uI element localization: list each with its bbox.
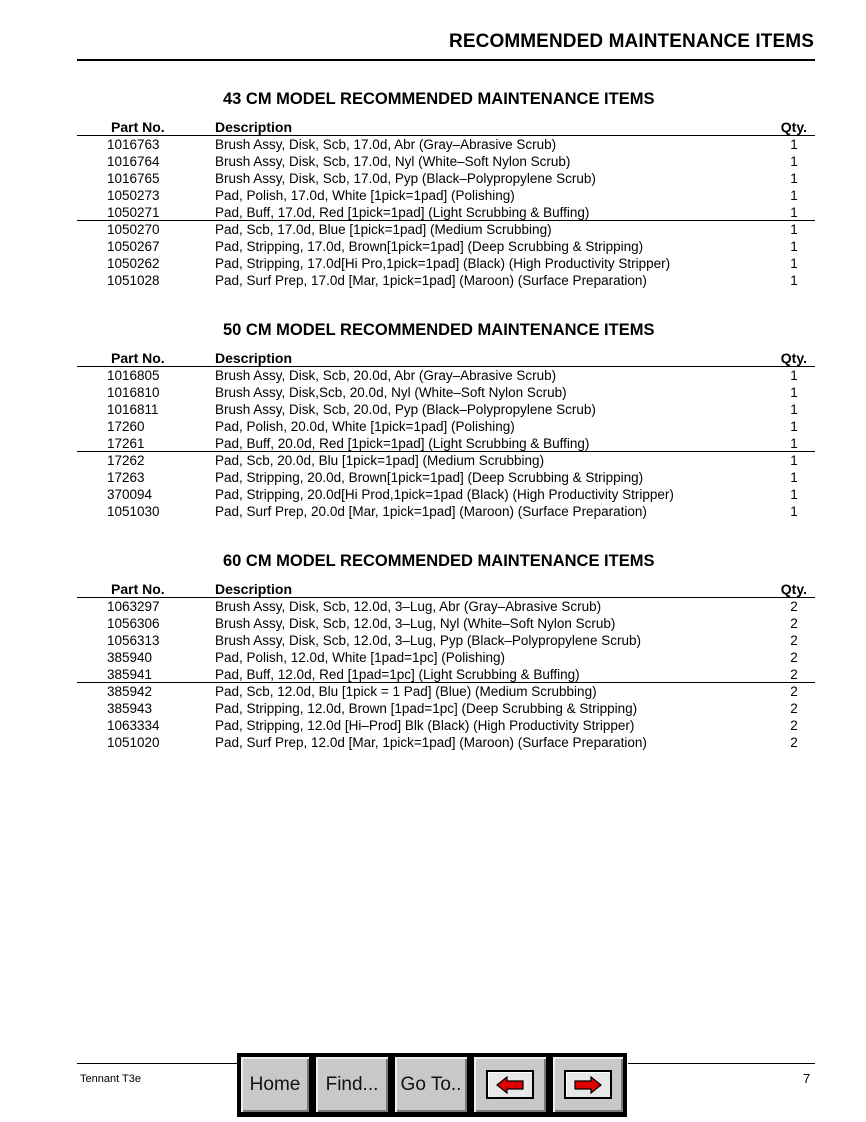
description-cell: Brush Assy, Disk, Scb, 20.0d, Pyp (Black–Polypropylene Scrub) [215,402,596,417]
qty-cell: 2 [790,599,798,614]
qty-cell: 1 [790,504,798,519]
qty-cell: 1 [790,487,798,502]
part-number-cell: 385941 [107,667,153,682]
qty-cell: 2 [790,650,798,665]
qty-cell: 1 [790,453,798,468]
section-50cm [77,321,815,531]
col-description-header: Description [215,350,293,366]
description-cell: Pad, Stripping, 12.0d [Hi–Prod] Blk (Black) (High Productivity Stripper) [215,718,635,733]
goto-button[interactable]: Go To.. [392,1054,470,1115]
part-number-cell: 1056306 [107,616,160,631]
description-cell: Brush Assy, Disk, Scb, 12.0d, 3–Lug, Nyl (White–Soft Nylon Scrub) [215,616,616,631]
table-row [77,503,815,520]
description-cell: Pad, Scb, 20.0d, Blu [1pick=1pad] (Medium Scrubbing) [215,453,545,468]
description-cell: Pad, Stripping, 17.0d[Hi Pro,1pick=1pad] (Black) (High Productivity Stripper) [215,256,671,271]
part-number-cell: 1050271 [107,205,160,220]
part-number-cell: 370094 [107,487,153,502]
table-row [77,153,815,170]
part-number-cell: 1050262 [107,256,160,271]
description-cell: Pad, Polish, 17.0d, White [1pick=1pad] (Polishing) [215,188,515,203]
qty-cell: 1 [790,239,798,254]
find-button[interactable]: Find... [313,1054,391,1115]
section-heading: 60 CM MODEL RECOMMENDED MAINTENANCE ITEMS [223,552,655,570]
part-number-cell: 1051030 [107,504,160,519]
description-cell: Pad, Stripping, 17.0d, Brown[1pick=1pad] (Deep Scrubbing & Stripping) [215,239,644,254]
table-row [77,238,815,255]
previous-page-button[interactable] [471,1054,549,1115]
table-row [77,367,815,384]
table-row [77,170,815,187]
description-cell: Pad, Surf Prep, 20.0d [Mar, 1pick=1pad] (Maroon) (Surface Preparation) [215,504,647,519]
table-row [77,221,815,238]
description-cell: Pad, Surf Prep, 17.0d [Mar, 1pick=1pad] (Maroon) (Surface Preparation) [215,273,647,288]
table-row [77,401,815,418]
page-number: 7 [803,1071,811,1086]
part-number-cell: 1063334 [107,718,160,733]
table-row [77,632,815,649]
description-cell: Brush Assy, Disk,Scb, 20.0d, Nyl (White–Soft Nylon Scrub) [215,385,567,400]
home-button[interactable]: Home [238,1054,312,1115]
qty-cell: 1 [790,154,798,169]
qty-cell: 1 [790,470,798,485]
description-cell: Pad, Stripping, 20.0d, Brown[1pick=1pad] (Deep Scrubbing & Stripping) [215,470,644,485]
table-row [77,683,815,700]
qty-cell: 1 [790,137,798,152]
qty-cell: 2 [790,616,798,631]
col-qty-header: Qty. [780,581,807,597]
description-cell: Brush Assy, Disk, Scb, 20.0d, Abr (Gray–Abrasive Scrub) [215,368,557,383]
table-row [77,666,815,683]
qty-cell: 1 [790,385,798,400]
table-row [77,255,815,272]
description-cell: Pad, Scb, 17.0d, Blue [1pick=1pad] (Medium Scrubbing) [215,222,552,237]
table-row [77,649,815,666]
description-cell: Pad, Buff, 17.0d, Red [1pick=1pad] (Light Scrubbing & Buffing) [215,205,590,220]
description-cell: Brush Assy, Disk, Scb, 12.0d, 3–Lug, Pyp (Black–Polypropylene Scrub) [215,633,641,648]
description-cell: Pad, Surf Prep, 12.0d [Mar, 1pick=1pad] (Maroon) (Surface Preparation) [215,735,647,750]
qty-cell: 1 [790,402,798,417]
description-cell: Brush Assy, Disk, Scb, 17.0d, Pyp (Black–Polypropylene Scrub) [215,171,596,186]
part-number-cell: 17261 [107,436,145,451]
part-number-cell: 17260 [107,419,145,434]
col-part-header: Part No. [111,581,165,597]
table-row [77,187,815,204]
part-number-cell: 1016763 [107,137,160,152]
part-number-cell: 1016805 [107,368,160,383]
table-row [77,598,815,615]
section-43cm [77,90,815,300]
table-row [77,734,815,751]
table-row [77,136,815,153]
section-60cm [77,552,815,762]
title-divider [77,59,815,61]
qty-cell: 2 [790,718,798,733]
qty-cell: 1 [790,368,798,383]
qty-cell: 1 [790,205,798,220]
qty-cell: 1 [790,273,798,288]
part-number-cell: 1056313 [107,633,160,648]
footer-rule [77,1063,239,1064]
qty-cell: 2 [790,684,798,699]
part-number-cell: 1050273 [107,188,160,203]
part-number-cell: 1016811 [107,402,159,417]
qty-cell: 1 [790,256,798,271]
part-number-cell: 1051028 [107,273,160,288]
left-arrow-icon [486,1070,534,1099]
description-cell: Brush Assy, Disk, Scb, 17.0d, Abr (Gray–Abrasive Scrub) [215,137,557,152]
part-number-cell: 385942 [107,684,153,699]
part-number-cell: 17263 [107,470,145,485]
table-row [77,615,815,632]
description-cell: Pad, Stripping, 20.0d[Hi Prod,1pick=1pad (Black) (High Productivity Stripper) [215,487,674,502]
qty-cell: 1 [790,171,798,186]
footer-rule [628,1063,815,1064]
table-header [77,350,815,366]
part-number-cell: 17262 [107,453,145,468]
col-part-header: Part No. [111,350,165,366]
table-row [77,469,815,486]
qty-cell: 2 [790,735,798,750]
table-row [77,435,815,452]
table-row [77,452,815,469]
footer-model-name: Tennant T3e [80,1073,141,1085]
description-cell: Pad, Polish, 20.0d, White [1pick=1pad] (Polishing) [215,419,515,434]
col-qty-header: Qty. [780,119,807,135]
next-page-button[interactable] [550,1054,626,1115]
qty-cell: 2 [790,633,798,648]
section-heading: 43 CM MODEL RECOMMENDED MAINTENANCE ITEMS [223,90,655,108]
description-cell: Pad, Polish, 12.0d, White [1pad=1pc] (Polishing) [215,650,506,665]
table-row [77,418,815,435]
table-header [77,581,815,597]
table-row [77,486,815,503]
table-row [77,272,815,289]
description-cell: Pad, Buff, 20.0d, Red [1pick=1pad] (Light Scrubbing & Buffing) [215,436,590,451]
table-row [77,700,815,717]
part-number-cell: 385940 [107,650,153,665]
description-cell: Brush Assy, Disk, Scb, 17.0d, Nyl (White–Soft Nylon Scrub) [215,154,571,169]
qty-cell: 1 [790,419,798,434]
description-cell: Pad, Buff, 12.0d, Red [1pad=1pc] (Light Scrubbing & Buffing) [215,667,580,682]
page-title: RECOMMENDED MAINTENANCE ITEMS [449,31,814,52]
col-description-header: Description [215,581,293,597]
col-description-header: Description [215,119,293,135]
col-part-header: Part No. [111,119,165,135]
description-cell: Pad, Scb, 12.0d, Blu [1pick = 1 Pad] (Blue) (Medium Scrubbing) [215,684,597,699]
part-number-cell: 1050270 [107,222,160,237]
table-row [77,204,815,221]
table-header [77,119,815,135]
part-number-cell: 385943 [107,701,153,716]
part-number-cell: 1016764 [107,154,160,169]
part-number-cell: 1063297 [107,599,160,614]
qty-cell: 1 [790,188,798,203]
description-cell: Brush Assy, Disk, Scb, 12.0d, 3–Lug, Abr (Gray–Abrasive Scrub) [215,599,602,614]
part-number-cell: 1016765 [107,171,160,186]
description-cell: Pad, Stripping, 12.0d, Brown [1pad=1pc] (Deep Scrubbing & Stripping) [215,701,638,716]
part-number-cell: 1051020 [107,735,160,750]
part-number-cell: 1016810 [107,385,160,400]
col-qty-header: Qty. [780,350,807,366]
qty-cell: 2 [790,701,798,716]
part-number-cell: 1050267 [107,239,160,254]
section-heading: 50 CM MODEL RECOMMENDED MAINTENANCE ITEMS [223,321,655,339]
qty-cell: 1 [790,436,798,451]
qty-cell: 2 [790,667,798,682]
right-arrow-icon [564,1070,612,1099]
table-row [77,717,815,734]
table-row [77,384,815,401]
qty-cell: 1 [790,222,798,237]
